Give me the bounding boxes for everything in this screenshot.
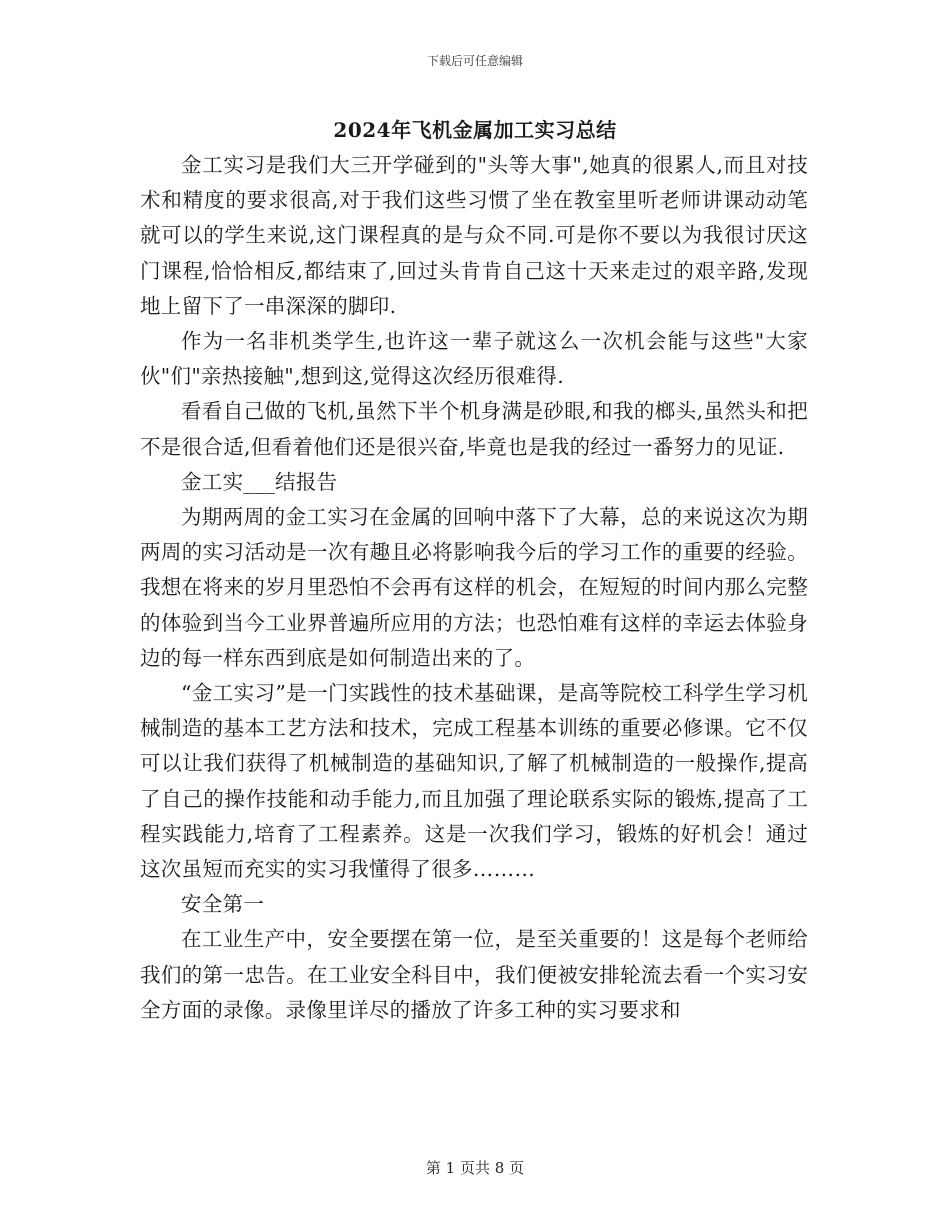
page-number: 第 1 页共 8 页 — [425, 1159, 525, 1177]
paragraph-safety: 在工业生产中，安全要摆在第一位，是至关重要的！这是每个老师给我们的第一忠告。在工业安全科目中，我们便被安排轮流去看一个实习安全方面的录像。录像里详尽的播放了许多工种的实习要求和 — [140, 927, 808, 1022]
paragraph-course-description: “金工实习”是一门实践性的技术基础课，是高等院校工科学生学习机械制造的基本工艺方法和技术，完成工程基本训练的重要必修课。它不仅可以让我们获得了机械制造的基础知识,了解了机械制造的一般操作,提高了自己的操作技能和动手能力,而且加强了理论联系实际的锻炼,提高了工程实践能力,培育了工程素养。这是一次我们学习，锻炼的好机会！通过这次虽短而充实的实习我懂得了很多……… — [140, 681, 808, 882]
paragraph-intro: 金工实习是我们大三开学碰到的"头等大事",她真的很累人,而且对技术和精度的要求很高,对于我们这些习惯了坐在教室里听老师讲课动动笔就可以的学生来说,这门课程真的是与众不同.可是你不要以为我很讨厌这门课程,恰恰相反,都结束了,回过头肯肯自己这十天来走过的艰辛路,发现地上留下了一串深深的脚印. — [140, 153, 808, 318]
document-body — [140, 148, 808, 1028]
section-heading-safety: 安全第一 — [181, 892, 265, 917]
paragraph-two-weeks: 为期两周的金工实习在金属的回响中落下了大幕，总的来说这次为期两周的实习活动是一次有趣且必将影响我今后的学习工作的重要的经验。我想在将来的岁月里恐怕不会再有这样的机会，在短短的时间内那么完整的体验到当今工业界普遍所应用的方法；也恐怕难有这样的幸运去体验身边的每一样东西到底是如何制造出来的了。 — [140, 505, 808, 670]
section-heading-report: 金工实___结报告 — [181, 469, 338, 494]
paragraph-airplane-hammer: 看看自己做的飞机,虽然下半个机身满是砂眼,和我的榔头,虽然头和把不是很合适,但看着他们还是很兴奋,毕竟也是我的经过一番努力的见证. — [140, 399, 808, 459]
paragraph-non-mechanical-student: 作为一名非机类学生,也许这一辈子就这么一次机会能与这些"大家伙"们"亲热接触",想到这,觉得这次经历很难得. — [140, 329, 808, 389]
document-title: 2024年飞机金属加工实习总结 — [333, 118, 617, 142]
header-note: 下载后可任意编辑 — [426, 54, 523, 68]
